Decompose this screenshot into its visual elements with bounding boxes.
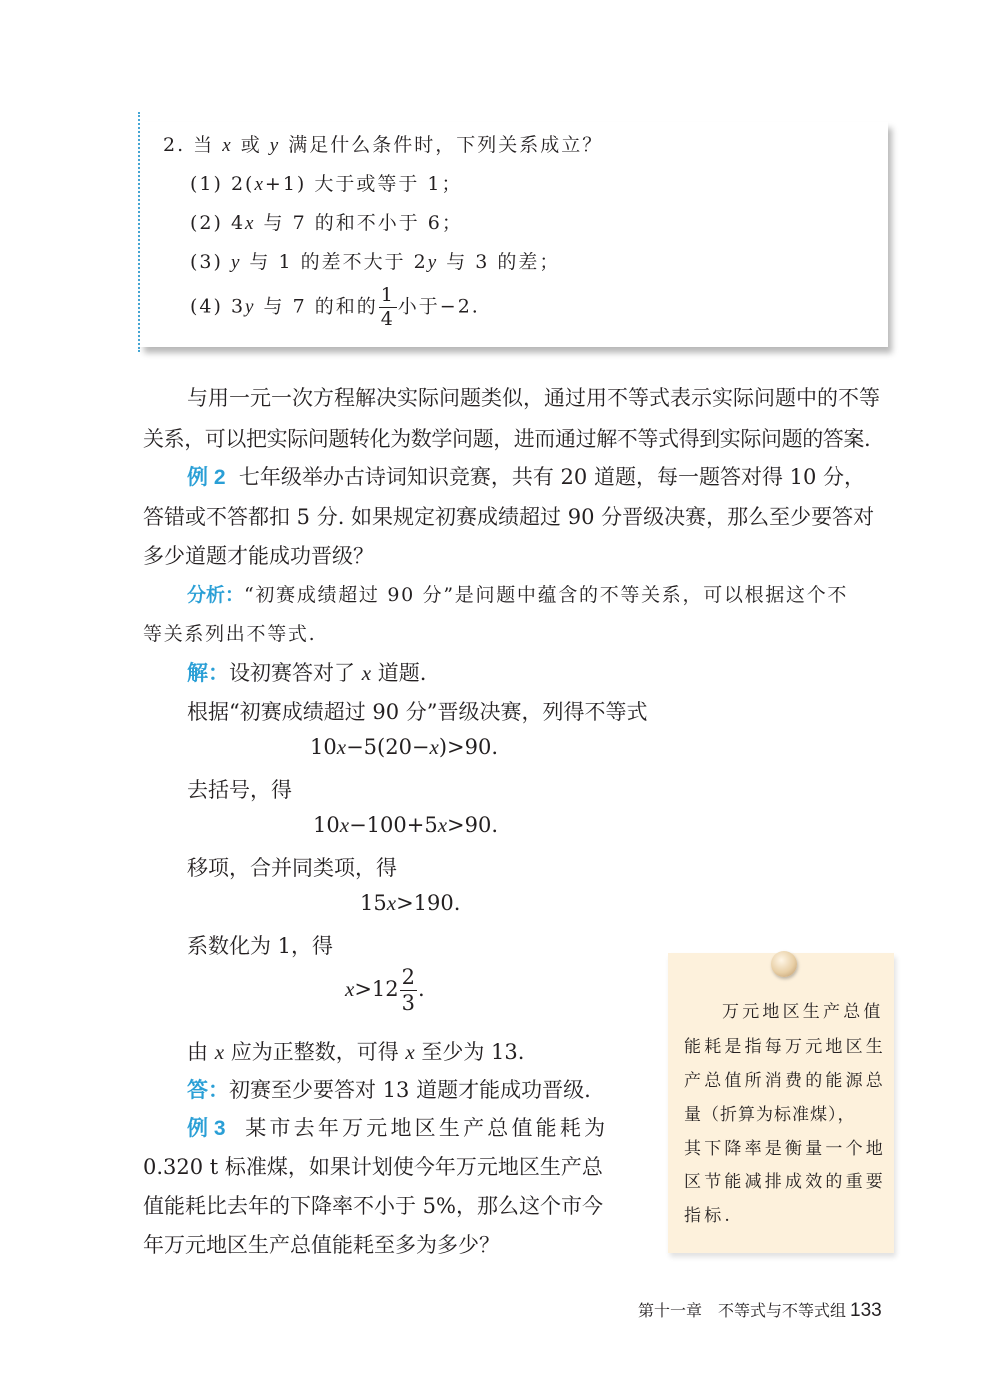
example-3-line-3: 值能耗比去年的下降率不小于 5%，那么这个市今 — [143, 1194, 603, 1218]
solution-step-4: 系数化为 1，得 — [187, 934, 334, 958]
example-3-line-4: 年万元地区生产总值能耗至多为多少？ — [143, 1233, 500, 1257]
example-2-label: 例 2 — [187, 466, 226, 489]
note-line-7: 指标. — [684, 1206, 734, 1226]
equation-2: 10x−100+5x>90. — [313, 813, 499, 837]
answer-label: 答： — [187, 1079, 229, 1102]
solution-step-2: 去括号，得 — [187, 778, 292, 802]
exercise-title: 2. 当 x 或 y 满足什么条件时，下列关系成立？ — [163, 134, 604, 156]
fraction-one-quarter: $\frac{1}{4}$ — [380, 284, 395, 330]
intro-line-1: 与用一元一次方程解决实际问题类似，通过用不等式表示实际问题中的不等 — [187, 386, 880, 410]
solution-line-1: 解：设初赛答对了 x 道题. — [187, 661, 427, 685]
analysis-line-2: 等关系列出不等式. — [143, 623, 317, 645]
fraction-two-thirds: $\frac{2}{3}$ — [401, 965, 416, 1015]
pin-icon — [771, 951, 797, 977]
exercise-item-1: (1) 2(x+1) 大于或等于 1； — [190, 173, 463, 195]
page-footer — [638, 1298, 882, 1322]
chapter-title: 第十一章 不等式与不等式组 — [638, 1303, 847, 1320]
note-line-6: 区节能减排成效的重要 — [684, 1172, 886, 1192]
analysis-line-1: 分析：“初赛成绩超过 90 分”是问题中蕴含的不等关系，可以根据这个不 — [187, 584, 849, 606]
solution-label: 解： — [187, 662, 229, 685]
note-line-1: 万元地区生产总值 — [722, 1002, 884, 1022]
equation-1: 10x−5(20−x)>90. — [310, 735, 499, 759]
example-3-label: 例 3 — [187, 1117, 226, 1140]
note-line-3: 产总值所消费的能源总 — [684, 1071, 886, 1091]
note-line-4: 量（折算为标准煤）， — [684, 1105, 856, 1125]
note-line-2: 能耗是指每万元地区生 — [684, 1037, 886, 1057]
solution-line-2: 根据“初赛成绩超过 90 分”晋级决赛，列得不等式 — [187, 700, 648, 724]
solution-conclusion: 由 x 应为正整数，可得 x 至少为 13. — [187, 1040, 525, 1064]
intro-line-2: 关系，可以把实际问题转化为数学问题，进而通过解不等式得到实际问题的答案. — [143, 427, 871, 451]
solution-step-3: 移项，合并同类项，得 — [187, 856, 397, 880]
example-3-line-2: 0.320 t 标准煤，如果计划使今年万元地区生产总 — [143, 1155, 603, 1179]
exercise-item-2: (2) 4x 与 7 的和不小于 6； — [190, 212, 463, 234]
note-line-5: 其下降率是衡量一个地 — [684, 1139, 886, 1159]
exercise-item-4: (4) 3y 与 7 的和的 $\frac{1}{4}$ 小于−2. — [190, 284, 480, 330]
example-2-line-3: 多少道题才能成功晋级？ — [143, 544, 374, 568]
exercise-item-3: (3) y 与 1 的差不大于 2y 与 3 的差； — [190, 251, 561, 273]
page-number: 133 — [850, 1300, 882, 1321]
example-2-line-2: 答错或不答都扣 5 分. 如果规定初赛成绩超过 90 分晋级决赛，那么至少要答对 — [143, 505, 875, 529]
equation-3: 15x>190. — [360, 891, 461, 915]
example-3-line-1: 例 3 某市去年万元地区生产总值能耗为 — [187, 1116, 609, 1140]
analysis-label: 分析： — [187, 585, 245, 606]
answer-line: 答：初赛至少要答对 13 道题才能成功晋级. — [187, 1078, 591, 1102]
example-2-line-1: 例 2 七年级举办古诗词知识竞赛，共有 20 道题，每一题答对得 10 分， — [187, 465, 866, 489]
equation-4: x>12 $\frac{2}{3}$ . — [345, 965, 425, 1015]
